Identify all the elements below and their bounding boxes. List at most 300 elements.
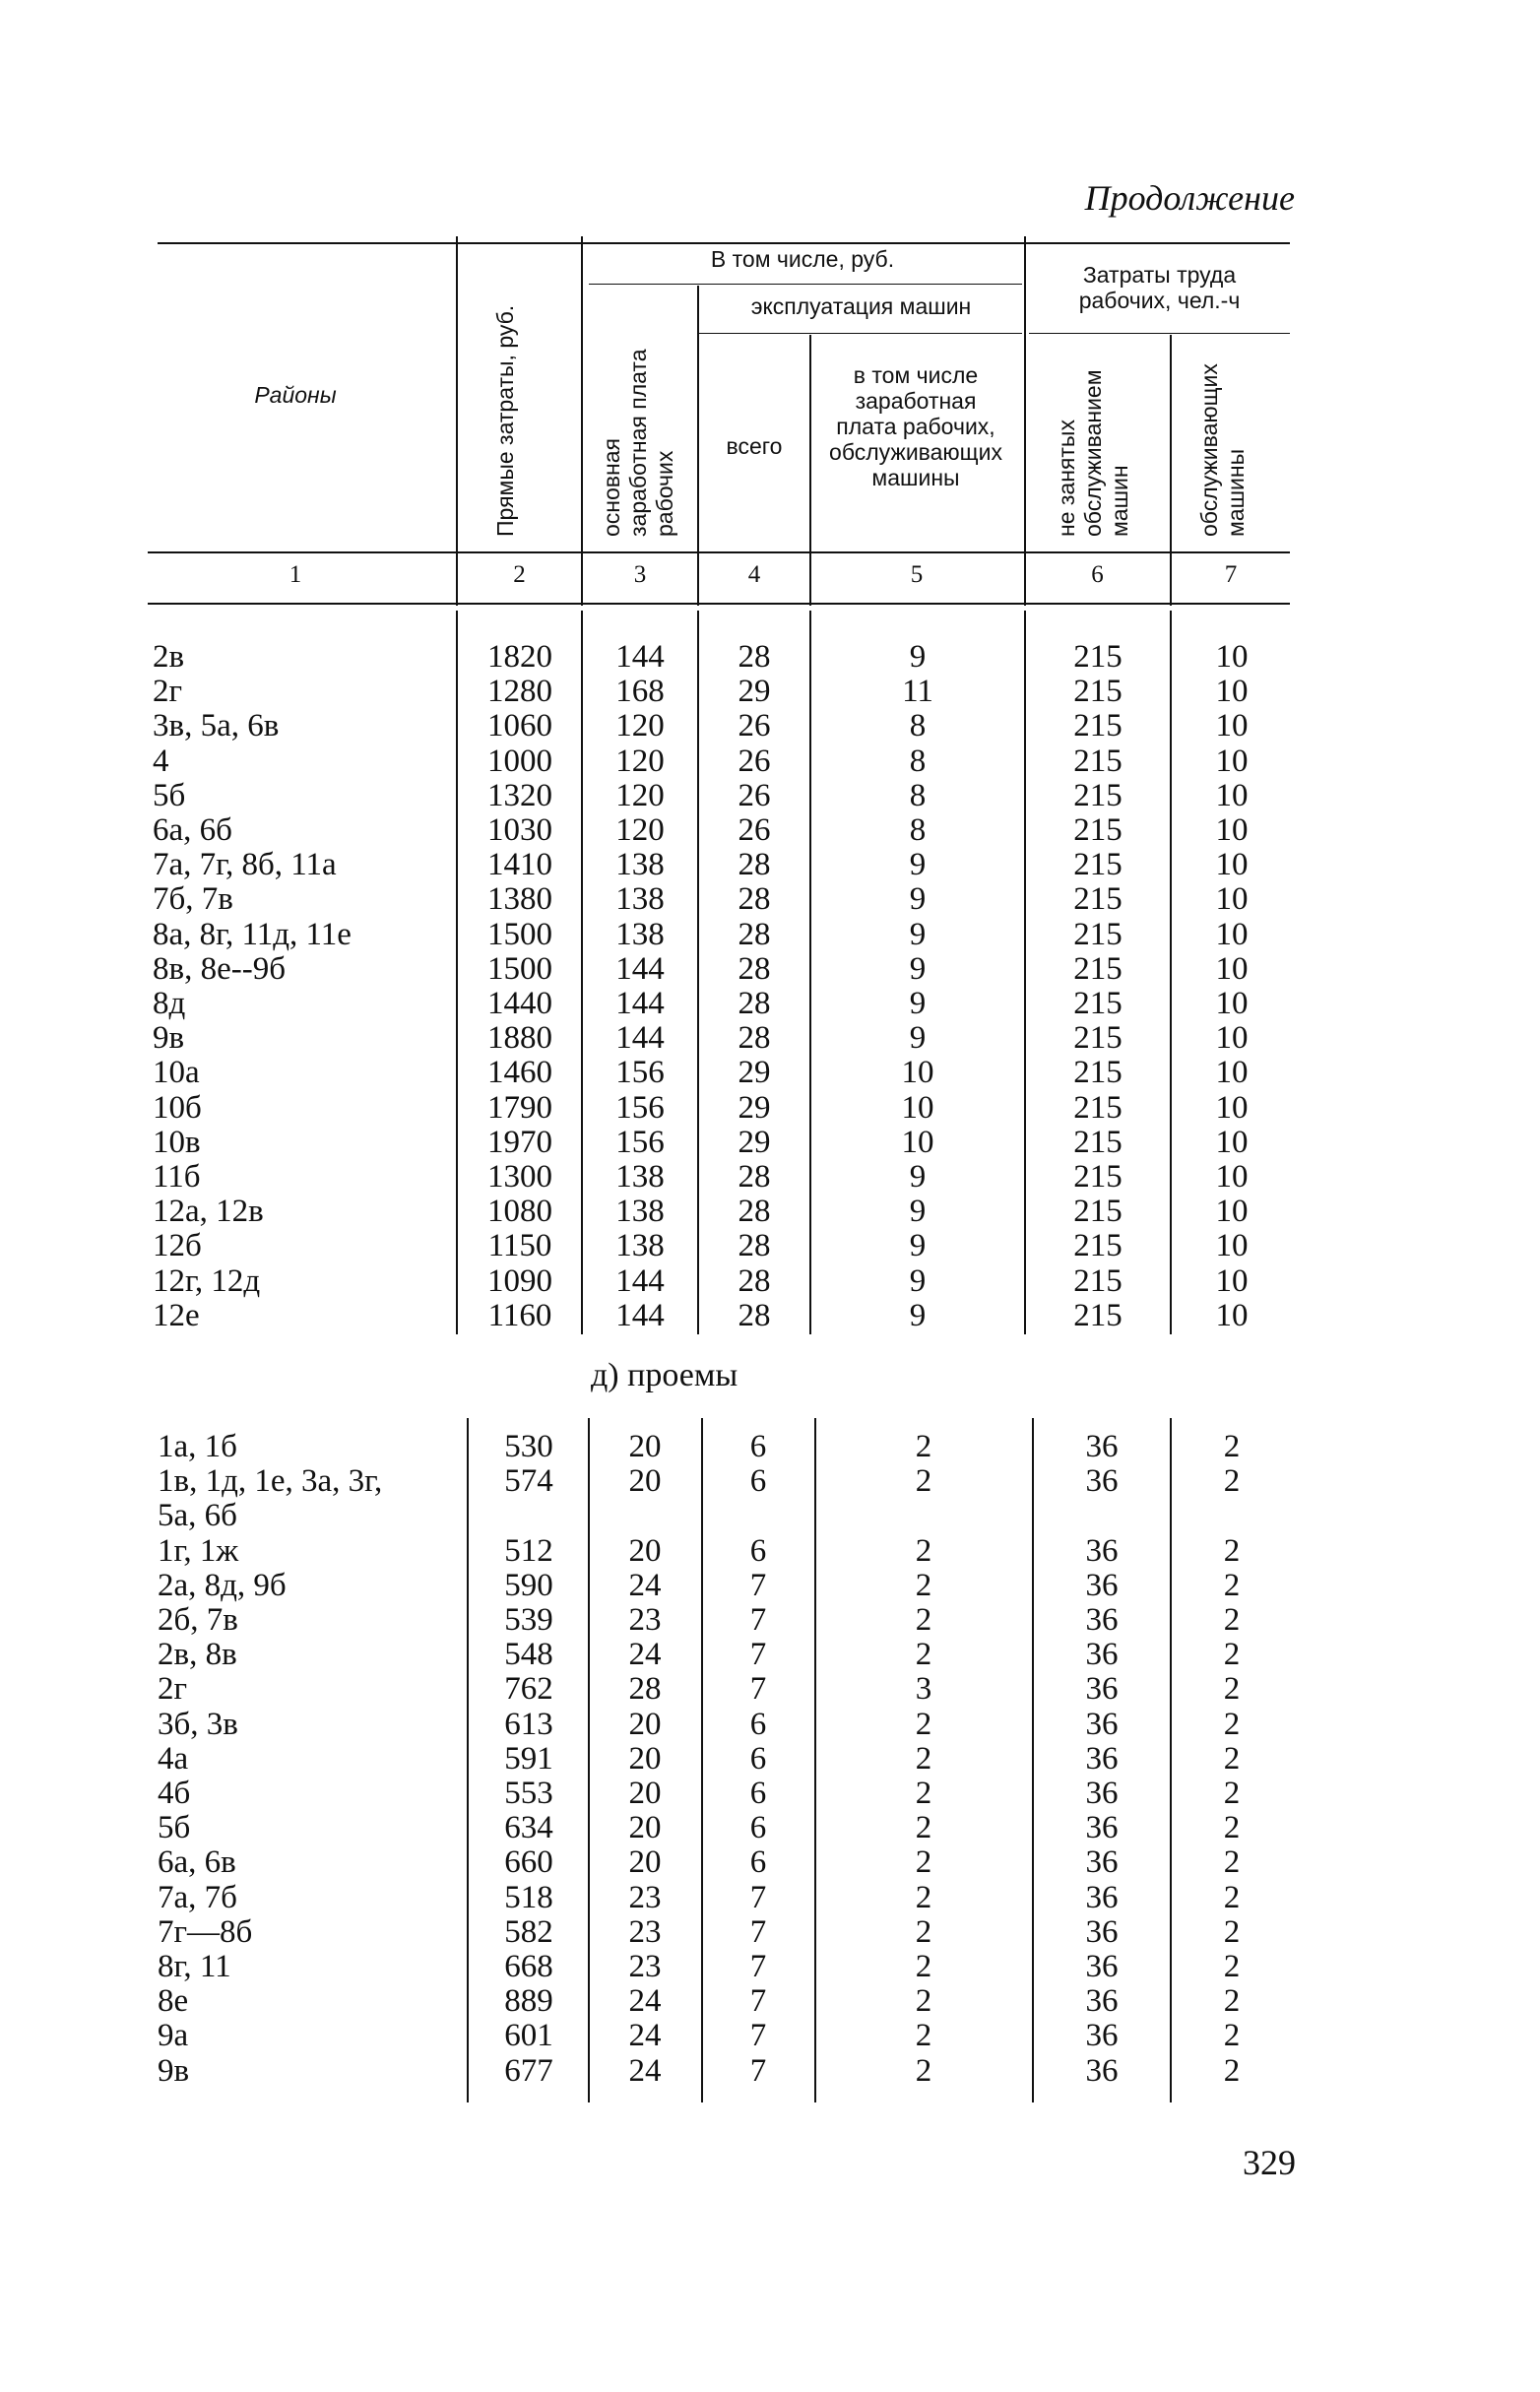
region-cell: 3в, 5а, 6в xyxy=(153,708,280,744)
region-cell: 2в, 8в xyxy=(158,1637,237,1673)
value-cell-col4: 28 xyxy=(738,1297,771,1333)
value-cell-col2: 548 xyxy=(504,1637,553,1673)
value-cell-col2: 1160 xyxy=(487,1297,552,1333)
value-cell-col4: 6 xyxy=(749,1740,767,1777)
colnum-2: 2 xyxy=(513,561,526,588)
value-cell-col2: 512 xyxy=(504,1532,553,1569)
value-cell-col6: 215 xyxy=(1073,1262,1123,1299)
value-cell-col4: 6 xyxy=(749,1844,767,1881)
section2-title: д) проемы xyxy=(591,1357,738,1393)
value-cell-col4: 28 xyxy=(738,1228,771,1264)
value-cell-col5: 2 xyxy=(915,1879,932,1915)
s2-vrule-3 xyxy=(701,1418,703,2102)
value-cell-col2: 1440 xyxy=(487,986,552,1021)
value-cell-col3: 28 xyxy=(628,1671,662,1708)
value-cell-col3: 23 xyxy=(628,1602,662,1638)
value-cell-col3: 24 xyxy=(628,1567,662,1603)
value-cell-col6: 36 xyxy=(1085,1671,1119,1708)
value-cell-col7: 10 xyxy=(1215,1262,1249,1299)
region-cell: 4б xyxy=(158,1776,191,1811)
value-cell-col6: 215 xyxy=(1073,1124,1123,1160)
value-cell-col2: 1500 xyxy=(487,916,552,952)
value-cell-col2: 582 xyxy=(504,1913,553,1950)
value-cell-col7: 10 xyxy=(1215,1055,1249,1091)
value-cell-col5: 9 xyxy=(909,916,927,952)
value-cell-col3: 24 xyxy=(628,1983,662,2020)
value-cell-col7: 2 xyxy=(1223,1949,1241,1984)
colnum-1: 1 xyxy=(289,561,302,588)
region-cell: 9в xyxy=(158,2052,190,2089)
s1-vrule-4 xyxy=(809,611,811,1334)
s2-vrule-4 xyxy=(814,1418,816,2102)
value-cell-col5: 2 xyxy=(915,2018,932,2054)
header-machine-operation: эксплуатация машин xyxy=(750,293,972,319)
page-number: 329 xyxy=(1243,2143,1296,2182)
value-cell-col5: 9 xyxy=(909,881,927,918)
region-cell: 10б xyxy=(153,1089,202,1126)
value-cell-col6: 36 xyxy=(1085,1913,1119,1950)
s2-vrule-2 xyxy=(588,1418,590,2102)
region-cell: 3б, 3в xyxy=(158,1706,238,1742)
value-cell-col4: 26 xyxy=(738,708,771,744)
value-cell-col5: 9 xyxy=(909,950,927,987)
value-cell-col3: 168 xyxy=(615,674,665,710)
region-cell: 10в xyxy=(153,1124,201,1160)
value-cell-col7: 2 xyxy=(1223,2052,1241,2089)
value-cell-col5: 10 xyxy=(901,1055,934,1091)
value-cell-col4: 7 xyxy=(749,2018,767,2054)
value-cell-col6: 215 xyxy=(1073,1089,1123,1126)
value-cell-col2: 530 xyxy=(504,1429,553,1464)
value-cell-col5: 9 xyxy=(909,1228,927,1264)
value-cell-col2: 762 xyxy=(504,1671,553,1708)
header-servicing: обслуживающих машины xyxy=(1196,363,1249,537)
value-cell-col2: 1410 xyxy=(487,847,552,883)
header-bottom-rule xyxy=(148,551,1290,553)
value-cell-col5: 2 xyxy=(915,1913,932,1950)
value-cell-col7: 2 xyxy=(1223,1532,1241,1569)
value-cell-col5: 2 xyxy=(915,1844,932,1881)
value-cell-col7: 10 xyxy=(1215,708,1249,744)
value-cell-col2: 1060 xyxy=(487,708,552,744)
value-cell-col5: 2 xyxy=(915,1810,932,1846)
value-cell-col3: 24 xyxy=(628,2052,662,2089)
value-cell-col7: 10 xyxy=(1215,1020,1249,1057)
colnum-4: 4 xyxy=(747,561,761,588)
region-cell: 7б, 7в xyxy=(153,881,233,918)
value-cell-col4: 28 xyxy=(738,639,771,675)
header-vrule-2 xyxy=(581,236,583,606)
value-cell-col6: 36 xyxy=(1085,1983,1119,2020)
value-cell-col5: 9 xyxy=(909,1020,927,1057)
region-cell: 8в, 8е--9б xyxy=(153,950,286,987)
value-cell-col5: 8 xyxy=(909,743,927,779)
value-cell-col5: 9 xyxy=(909,1297,927,1333)
value-cell-col5: 9 xyxy=(909,847,927,883)
value-cell-col7: 2 xyxy=(1223,1671,1241,1708)
value-cell-col6: 215 xyxy=(1073,708,1123,744)
value-cell-col2: 1380 xyxy=(487,881,552,918)
s2-vrule-5 xyxy=(1032,1418,1034,2102)
value-cell-col4: 7 xyxy=(749,1671,767,1708)
value-cell-col6: 215 xyxy=(1073,777,1123,813)
value-cell-col6: 215 xyxy=(1073,916,1123,952)
value-cell-col4: 28 xyxy=(738,950,771,987)
value-cell-col3: 156 xyxy=(615,1089,665,1126)
value-cell-col6: 215 xyxy=(1073,1297,1123,1333)
s1-vrule-3 xyxy=(697,611,699,1334)
value-cell-col6: 215 xyxy=(1073,1194,1123,1230)
value-cell-col2: 1320 xyxy=(487,777,552,813)
value-cell-col4: 26 xyxy=(738,777,771,813)
value-cell-col2: 1970 xyxy=(487,1124,552,1160)
value-cell-col5: 11 xyxy=(902,674,933,710)
value-cell-col3: 138 xyxy=(615,1194,665,1230)
value-cell-col7: 10 xyxy=(1215,916,1249,952)
value-cell-col6: 215 xyxy=(1073,950,1123,987)
region-cell: 6а, 6в xyxy=(158,1844,236,1881)
value-cell-col2: 634 xyxy=(504,1810,553,1846)
region-cell: 7а, 7г, 8б, 11а xyxy=(153,847,337,883)
region-cell: 12г, 12д xyxy=(153,1262,261,1299)
value-cell-col7: 2 xyxy=(1223,1706,1241,1742)
value-cell-col3: 23 xyxy=(628,1913,662,1950)
value-cell-col3: 120 xyxy=(615,812,665,848)
region-cell: 2а, 8д, 9б xyxy=(158,1567,287,1603)
value-cell-col5: 9 xyxy=(909,639,927,675)
value-cell-col3: 144 xyxy=(615,1297,665,1333)
s2-vrule-1 xyxy=(467,1418,469,2102)
value-cell-col7: 2 xyxy=(1223,1602,1241,1638)
value-cell-col7: 2 xyxy=(1223,2018,1241,2054)
value-cell-col5: 2 xyxy=(915,1706,932,1742)
header-including-rub: В том числе, руб. xyxy=(710,246,895,272)
value-cell-col7: 2 xyxy=(1223,1740,1241,1777)
value-cell-col6: 36 xyxy=(1085,1532,1119,1569)
value-cell-col3: 20 xyxy=(628,1706,662,1742)
value-cell-col5: 8 xyxy=(909,708,927,744)
header-direct-costs: Прямые затраты, руб. xyxy=(492,304,518,537)
region-cell: 8д xyxy=(153,986,186,1021)
value-cell-col2: 677 xyxy=(504,2052,553,2089)
value-cell-col7: 2 xyxy=(1223,1913,1241,1950)
value-cell-col4: 28 xyxy=(738,1262,771,1299)
value-cell-col3: 20 xyxy=(628,1429,662,1464)
s1-vrule-5 xyxy=(1024,611,1026,1334)
region-cell: 2г xyxy=(153,674,183,710)
value-cell-col4: 28 xyxy=(738,1159,771,1195)
value-cell-col6: 36 xyxy=(1085,1706,1119,1742)
region-cell: 12б xyxy=(153,1228,202,1264)
value-cell-col3: 20 xyxy=(628,1740,662,1777)
value-cell-col2: 1030 xyxy=(487,812,552,848)
value-cell-col2: 1280 xyxy=(487,674,552,710)
value-cell-col4: 7 xyxy=(749,1602,767,1638)
value-cell-col4: 28 xyxy=(738,847,771,883)
value-cell-col4: 29 xyxy=(738,1089,771,1126)
value-cell-col7: 10 xyxy=(1215,950,1249,987)
value-cell-col3: 120 xyxy=(615,777,665,813)
value-cell-col6: 215 xyxy=(1073,812,1123,848)
colnum-5: 5 xyxy=(910,561,924,588)
value-cell-col7: 2 xyxy=(1223,1637,1241,1673)
value-cell-col7: 10 xyxy=(1215,1124,1249,1160)
value-cell-col7: 2 xyxy=(1223,1879,1241,1915)
value-cell-col2: 1300 xyxy=(487,1159,552,1195)
region-cell: 12е xyxy=(153,1297,200,1333)
s1-vrule-6 xyxy=(1170,611,1172,1334)
value-cell-col6: 215 xyxy=(1073,881,1123,918)
value-cell-col6: 36 xyxy=(1085,2052,1119,2089)
value-cell-col3: 23 xyxy=(628,1949,662,1984)
value-cell-col4: 26 xyxy=(738,812,771,848)
value-cell-col6: 36 xyxy=(1085,1567,1119,1603)
value-cell-col7: 10 xyxy=(1215,1089,1249,1126)
value-cell-col7: 10 xyxy=(1215,743,1249,779)
value-cell-col2: 1880 xyxy=(487,1020,552,1057)
rule-including-rub xyxy=(589,284,1022,285)
value-cell-col4: 7 xyxy=(749,1879,767,1915)
value-cell-col7: 2 xyxy=(1223,1463,1241,1500)
value-cell-col3: 23 xyxy=(628,1879,662,1915)
value-cell-col6: 36 xyxy=(1085,1776,1119,1811)
value-cell-col5: 10 xyxy=(901,1124,934,1160)
header-base-wage: основная заработная плата рабочих xyxy=(599,349,677,537)
header-vrule-3 xyxy=(697,286,699,606)
value-cell-col5: 2 xyxy=(915,1532,932,1569)
value-cell-col7: 10 xyxy=(1215,639,1249,675)
value-cell-col6: 36 xyxy=(1085,1637,1119,1673)
rule-labor-costs xyxy=(1029,333,1290,334)
colnum-6: 6 xyxy=(1091,561,1104,588)
value-cell-col4: 7 xyxy=(749,1983,767,2020)
value-cell-col2: 889 xyxy=(504,1983,553,2020)
value-cell-col3: 138 xyxy=(615,847,665,883)
value-cell-col6: 215 xyxy=(1073,1228,1123,1264)
value-cell-col4: 7 xyxy=(749,1567,767,1603)
value-cell-col2: 1000 xyxy=(487,743,552,779)
value-cell-col6: 215 xyxy=(1073,1020,1123,1057)
region-cell: 8е xyxy=(158,1983,189,2020)
value-cell-col6: 36 xyxy=(1085,1810,1119,1846)
value-cell-col7: 10 xyxy=(1215,986,1249,1021)
value-cell-col7: 10 xyxy=(1215,1159,1249,1195)
region-cell: 9а xyxy=(158,2018,189,2054)
value-cell-col6: 36 xyxy=(1085,1844,1119,1881)
value-cell-col3: 24 xyxy=(628,1637,662,1673)
region-cell: 5б xyxy=(158,1810,191,1846)
s1-vrule-1 xyxy=(456,611,458,1334)
colnum-bottom-rule xyxy=(148,603,1290,605)
value-cell-col4: 7 xyxy=(749,1949,767,1984)
region-cell: 7а, 7б xyxy=(158,1879,237,1915)
value-cell-col5: 3 xyxy=(915,1671,932,1708)
value-cell-col7: 2 xyxy=(1223,1776,1241,1811)
region-cell: 1в, 1д, 1е, 3а, 3г, xyxy=(158,1463,383,1500)
value-cell-col2: 574 xyxy=(504,1463,553,1500)
value-cell-col6: 215 xyxy=(1073,1055,1123,1091)
value-cell-col7: 2 xyxy=(1223,1844,1241,1881)
region-cell: 4 xyxy=(153,743,169,779)
value-cell-col2: 591 xyxy=(504,1740,553,1777)
value-cell-col5: 9 xyxy=(909,986,927,1021)
value-cell-col5: 8 xyxy=(909,777,927,813)
region-cell: 6а, 6б xyxy=(153,812,232,848)
region-cell: 5б xyxy=(153,777,186,813)
header-regions: Районы xyxy=(254,382,337,408)
value-cell-col2: 1820 xyxy=(487,639,552,675)
header-labor-costs: Затраты труда рабочих, чел.-ч xyxy=(1078,262,1241,313)
value-cell-col4: 28 xyxy=(738,1020,771,1057)
value-cell-col6: 36 xyxy=(1085,2018,1119,2054)
value-cell-col6: 215 xyxy=(1073,674,1123,710)
value-cell-col7: 10 xyxy=(1215,881,1249,918)
header-not-servicing: не занятых обслуживанием машин xyxy=(1054,369,1132,537)
region-cell: 8а, 8г, 11д, 11е xyxy=(153,916,352,952)
value-cell-col4: 26 xyxy=(738,743,771,779)
value-cell-col4: 6 xyxy=(749,1463,767,1500)
value-cell-col4: 7 xyxy=(749,1913,767,1950)
value-cell-col6: 36 xyxy=(1085,1949,1119,1984)
value-cell-col2: 1500 xyxy=(487,950,552,987)
value-cell-col3: 144 xyxy=(615,950,665,987)
value-cell-col3: 120 xyxy=(615,708,665,744)
value-cell-col5: 2 xyxy=(915,2052,932,2089)
value-cell-col3: 20 xyxy=(628,1463,662,1500)
value-cell-col4: 29 xyxy=(738,1055,771,1091)
region-cell: 1а, 1б xyxy=(158,1429,237,1464)
value-cell-col6: 215 xyxy=(1073,743,1123,779)
header-vrule-5 xyxy=(1024,236,1026,606)
colnum-3: 3 xyxy=(633,561,647,588)
value-cell-col7: 2 xyxy=(1223,1567,1241,1603)
value-cell-col4: 6 xyxy=(749,1706,767,1742)
value-cell-col3: 20 xyxy=(628,1776,662,1811)
value-cell-col3: 20 xyxy=(628,1532,662,1569)
value-cell-col5: 2 xyxy=(915,1567,932,1603)
value-cell-col4: 28 xyxy=(738,986,771,1021)
value-cell-col6: 215 xyxy=(1073,986,1123,1021)
value-cell-col3: 24 xyxy=(628,2018,662,2054)
value-cell-col7: 10 xyxy=(1215,1194,1249,1230)
colnum-7: 7 xyxy=(1224,561,1238,588)
value-cell-col7: 2 xyxy=(1223,1983,1241,2020)
value-cell-col4: 7 xyxy=(749,2052,767,2089)
value-cell-col7: 10 xyxy=(1215,1297,1249,1333)
value-cell-col3: 144 xyxy=(615,639,665,675)
value-cell-col4: 6 xyxy=(749,1810,767,1846)
value-cell-col2: 668 xyxy=(504,1949,553,1984)
value-cell-col6: 36 xyxy=(1085,1463,1119,1500)
header-vrule-1 xyxy=(456,236,458,606)
value-cell-col2: 1150 xyxy=(487,1228,552,1264)
region-cell: 10а xyxy=(153,1055,200,1091)
value-cell-col4: 28 xyxy=(738,916,771,952)
value-cell-col3: 144 xyxy=(615,1020,665,1057)
value-cell-col2: 601 xyxy=(504,2018,553,2054)
value-cell-col4: 28 xyxy=(738,1194,771,1230)
value-cell-col5: 9 xyxy=(909,1194,927,1230)
region-cell: 5а, 6б xyxy=(158,1498,237,1534)
s2-vrule-6 xyxy=(1170,1418,1172,2102)
value-cell-col7: 10 xyxy=(1215,847,1249,883)
value-cell-col7: 2 xyxy=(1223,1810,1241,1846)
value-cell-col4: 29 xyxy=(738,1124,771,1160)
value-cell-col7: 10 xyxy=(1215,1228,1249,1264)
value-cell-col3: 144 xyxy=(615,986,665,1021)
value-cell-col3: 20 xyxy=(628,1810,662,1846)
header-total: всего xyxy=(726,433,783,459)
value-cell-col7: 10 xyxy=(1215,812,1249,848)
value-cell-col2: 660 xyxy=(504,1844,553,1881)
region-cell: 9в xyxy=(153,1020,185,1057)
value-cell-col5: 10 xyxy=(901,1089,934,1126)
value-cell-col5: 2 xyxy=(915,1429,932,1464)
value-cell-col2: 613 xyxy=(504,1706,553,1742)
value-cell-col2: 553 xyxy=(504,1776,553,1811)
header-top-rule xyxy=(158,242,1290,244)
value-cell-col3: 144 xyxy=(615,1262,665,1299)
value-cell-col6: 36 xyxy=(1085,1740,1119,1777)
region-cell: 7г—8б xyxy=(158,1913,253,1950)
value-cell-col5: 2 xyxy=(915,1602,932,1638)
value-cell-col7: 10 xyxy=(1215,674,1249,710)
header-including-wage-machine: в том числе заработная плата рабочих, обслуживающих машины xyxy=(829,362,1002,490)
region-cell: 1г, 1ж xyxy=(158,1532,239,1569)
value-cell-col5: 8 xyxy=(909,812,927,848)
region-cell: 2б, 7в xyxy=(158,1602,238,1638)
value-cell-col4: 6 xyxy=(749,1776,767,1811)
value-cell-col7: 2 xyxy=(1223,1429,1241,1464)
value-cell-col2: 539 xyxy=(504,1602,553,1638)
value-cell-col2: 1080 xyxy=(487,1194,552,1230)
value-cell-col3: 138 xyxy=(615,916,665,952)
value-cell-col2: 1790 xyxy=(487,1089,552,1126)
region-cell: 12а, 12в xyxy=(153,1194,264,1230)
value-cell-col5: 2 xyxy=(915,1463,932,1500)
value-cell-col3: 156 xyxy=(615,1124,665,1160)
value-cell-col5: 2 xyxy=(915,1983,932,2020)
value-cell-col3: 120 xyxy=(615,743,665,779)
value-cell-col6: 215 xyxy=(1073,639,1123,675)
value-cell-col6: 215 xyxy=(1073,847,1123,883)
value-cell-col3: 138 xyxy=(615,881,665,918)
value-cell-col5: 9 xyxy=(909,1159,927,1195)
region-cell: 11б xyxy=(153,1159,201,1195)
value-cell-col2: 1090 xyxy=(487,1262,552,1299)
value-cell-col2: 590 xyxy=(504,1567,553,1603)
value-cell-col3: 138 xyxy=(615,1159,665,1195)
value-cell-col2: 518 xyxy=(504,1879,553,1915)
rule-machine-operation xyxy=(699,333,1022,334)
value-cell-col2: 1460 xyxy=(487,1055,552,1091)
value-cell-col4: 6 xyxy=(749,1532,767,1569)
region-cell: 2г xyxy=(158,1671,188,1708)
value-cell-col3: 20 xyxy=(628,1844,662,1881)
value-cell-col6: 36 xyxy=(1085,1879,1119,1915)
value-cell-col6: 36 xyxy=(1085,1429,1119,1464)
region-cell: 2в xyxy=(153,639,185,675)
value-cell-col7: 10 xyxy=(1215,777,1249,813)
value-cell-col6: 36 xyxy=(1085,1602,1119,1638)
value-cell-col5: 2 xyxy=(915,1776,932,1811)
value-cell-col3: 138 xyxy=(615,1228,665,1264)
continuation-label: Продолжение xyxy=(1084,178,1295,218)
header-vrule-4 xyxy=(809,335,811,606)
value-cell-col4: 7 xyxy=(749,1637,767,1673)
region-cell: 4а xyxy=(158,1740,189,1777)
value-cell-col5: 2 xyxy=(915,1740,932,1777)
